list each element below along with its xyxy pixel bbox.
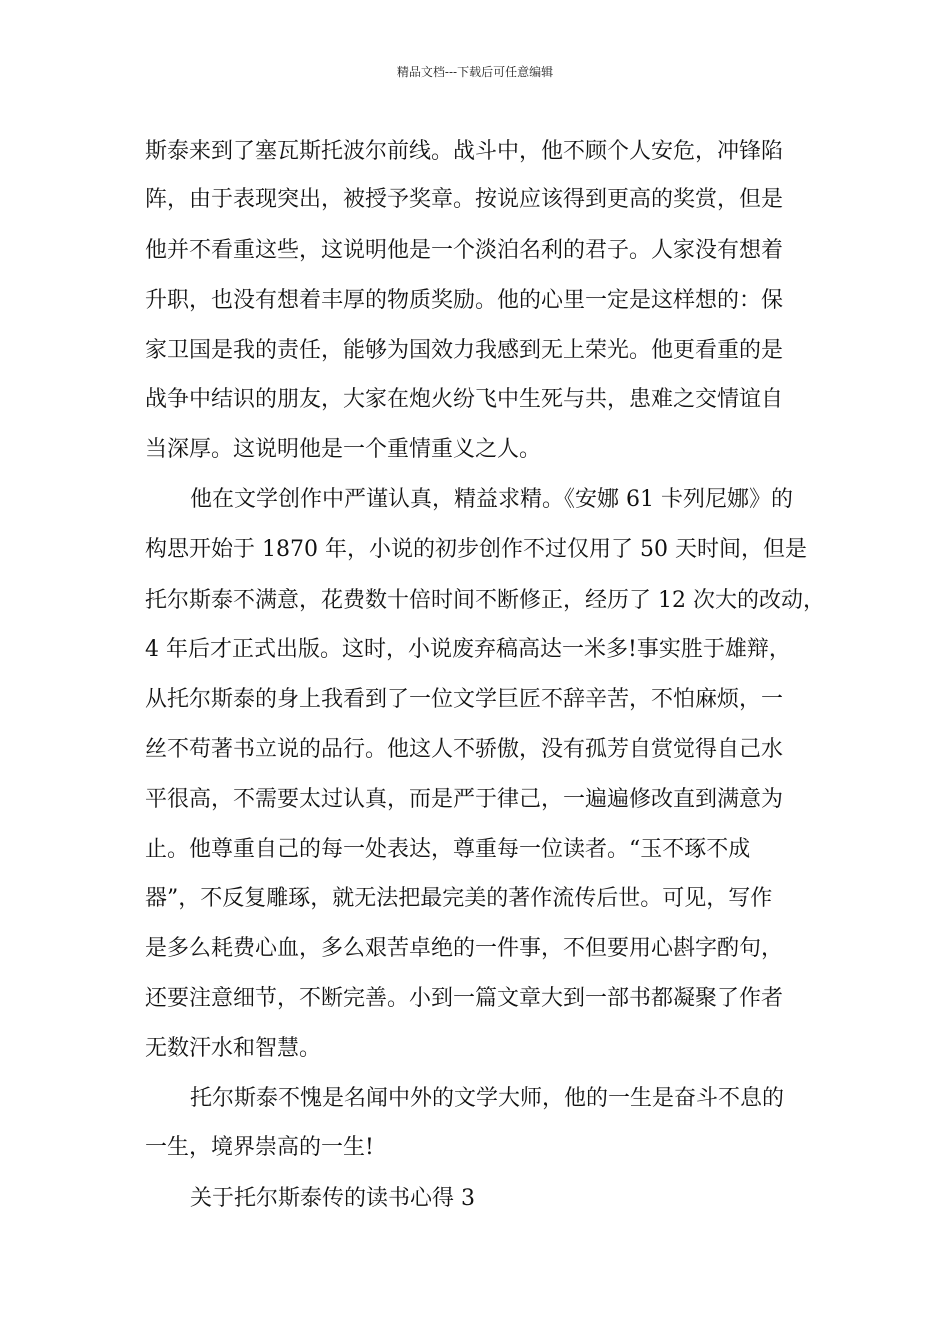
text-line: 还要注意细节，不断完善。小到一篇文章大到一部书都凝聚了作者 [145,986,784,1011]
text-line: 一生，境界崇高的一生! [145,1135,374,1160]
text-line: 从托尔斯泰的身上我看到了一位文学巨匠不辞辛苦，不怕麻烦，一 [145,687,784,712]
text-line: 丝不苟著书立说的品行。他这人不骄傲，没有孤芳自赏觉得自己水 [145,737,784,762]
text-line: 战争中结识的朋友，大家在炮火纷飞中生死与共，患难之交情谊自 [145,387,784,412]
text-line: 止。他尊重自己的每一处表达，尊重每一位读者。“玉不琢不成 [145,837,751,862]
page-header: 精品文档---下载后可任意编辑 [396,65,554,79]
text-line: 家卫国是我的责任，能够为国效力我感到无上荣光。他更看重的是 [145,338,784,363]
text-line: 器”，不反复雕琢，就无法把最完美的著作流传后世。可见，写作 [145,886,773,911]
paragraph-start-line: 托尔斯泰不愧是名闻中外的文学大师，他的一生是奋斗不息的 [190,1086,785,1111]
text-line: 阵，由于表现突出，被授予奖章。按说应该得到更高的奖赏，但是 [145,187,784,212]
text-line: 斯泰来到了塞瓦斯托波尔前线。战斗中，他不顾个人安危，冲锋陷 [145,139,784,164]
text-line: 是多么耗费心血，多么艰苦卓绝的一件事，不但要用心斟字酌句， [145,936,784,961]
text-line: 平很高，不需要太过认真，而是严于律己，一遍遍修改直到满意为 [145,787,784,812]
text-line: 无数汗水和智慧。 [145,1036,322,1061]
section-title: 关于托尔斯泰传的读书心得 3 [190,1186,475,1211]
text-line: 托尔斯泰不满意，花费数十倍时间不断修正，经历了 12 次大的改动， [145,588,825,613]
text-line: 升职，也没有想着丰厚的物质奖励。他的心里一定是这样想的：保 [145,288,784,313]
text-line: 构思开始于 1870 年，小说的初步创作不过仅用了 50 天时间，但是 [145,537,807,562]
text-line: 他并不看重这些，这说明他是一个淡泊名利的君子。人家没有想着 [145,238,784,263]
text-line: 当深厚。这说明他是一个重情重义之人。 [145,437,542,462]
text-line: 4 年后才正式出版。这时，小说废弃稿高达一米多!事实胜于雄辩， [145,637,791,662]
paragraph-start-line: 他在文学创作中严谨认真，精益求精。《安娜 61 卡列尼娜》的 [190,487,793,512]
